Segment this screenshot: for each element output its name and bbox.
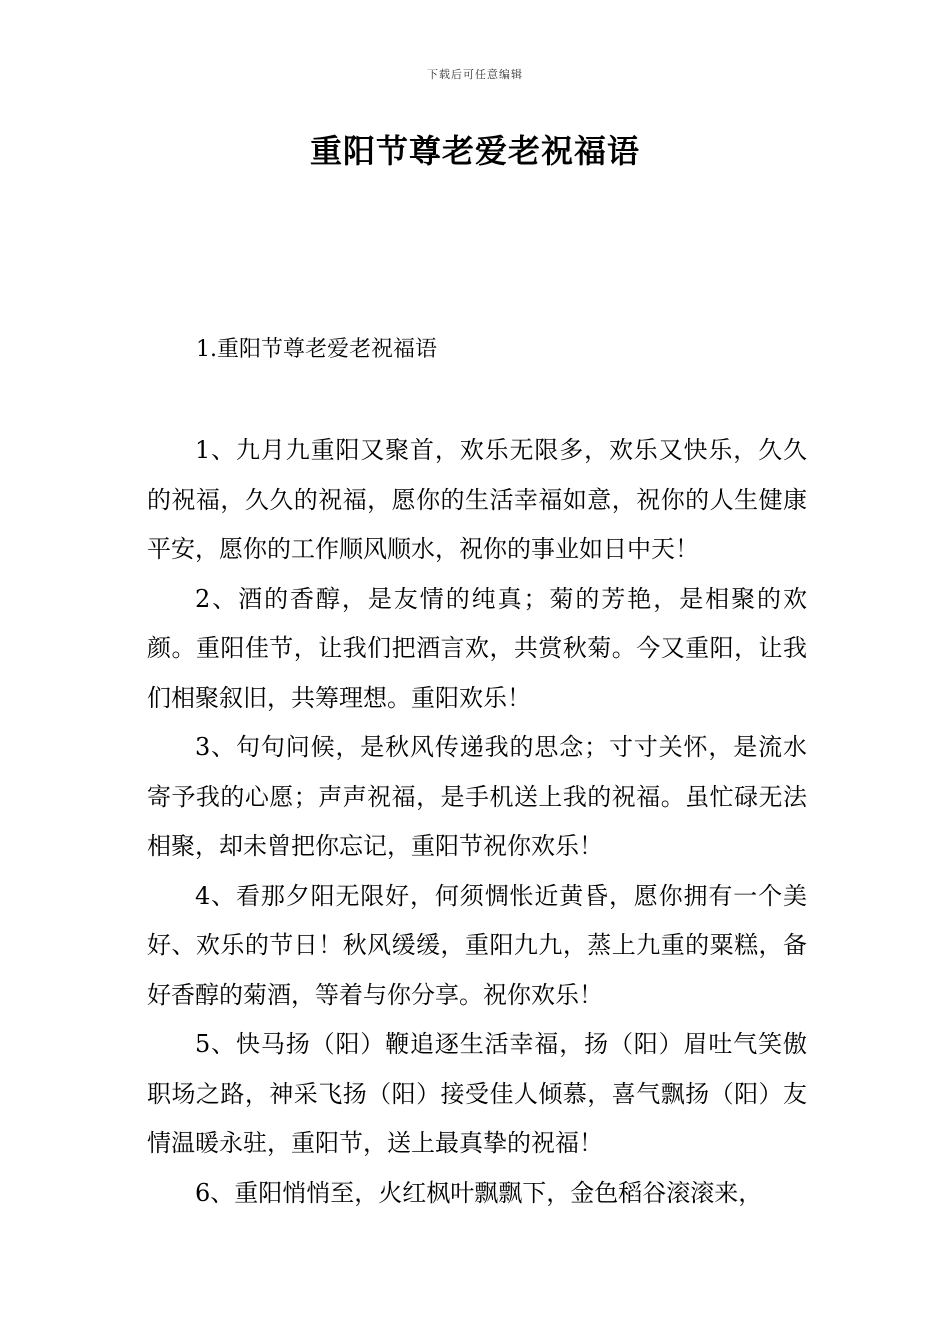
paragraph-1: 1、九月九重阳又聚首，欢乐无限多，欢乐又快乐，久久的祝福，久久的祝福，愿你的生活幸福如意，祝你的人生健康平安，愿你的工作顺风顺水，祝你的事业如日中天！ — [147, 436, 807, 563]
paragraph-3: 3、句句问候，是秋风传递我的思念；寸寸关怀，是流水寄予我的心愿；声声祝福，是手机送上我的祝福。虽忙碌无法相聚，却未曾把你忘记，重阳节祝你欢乐！ — [147, 733, 807, 860]
body-text — [147, 426, 807, 1218]
paragraph-6: 6、重阳悄悄至，火红枫叶飘飘下，金色稻谷滚滚来， — [195, 1178, 763, 1207]
paragraph-5: 5、快马扬（阳）鞭追逐生活幸福，扬（阳）眉吐气笑傲职场之路，神采飞扬（阳）接受佳人倾慕，喜气飘扬（阳）友情温暖永驻，重阳节，送上最真挚的祝福！ — [147, 1030, 807, 1157]
section-heading: 1.重阳节尊老爱老祝福语 — [196, 337, 437, 362]
paragraph-4: 4、看那夕阳无限好，何须惆怅近黄昏，愿你拥有一个美好、欢乐的节日！秋风缓缓，重阳九九，蒸上九重的粟糕，备好香醇的菊酒，等着与你分享。祝你欢乐！ — [147, 881, 807, 1009]
document-title: 重阳节尊老爱老祝福语 — [309, 132, 640, 170]
paragraph-2: 2、酒的香醇，是友情的纯真；菊的芳艳，是相聚的欢颜。重阳佳节，让我们把酒言欢，共赏秋菊。今又重阳，让我们相聚叙旧，共筹理想。重阳欢乐！ — [147, 584, 807, 712]
header-note: 下载后可任意编辑 — [427, 68, 523, 81]
